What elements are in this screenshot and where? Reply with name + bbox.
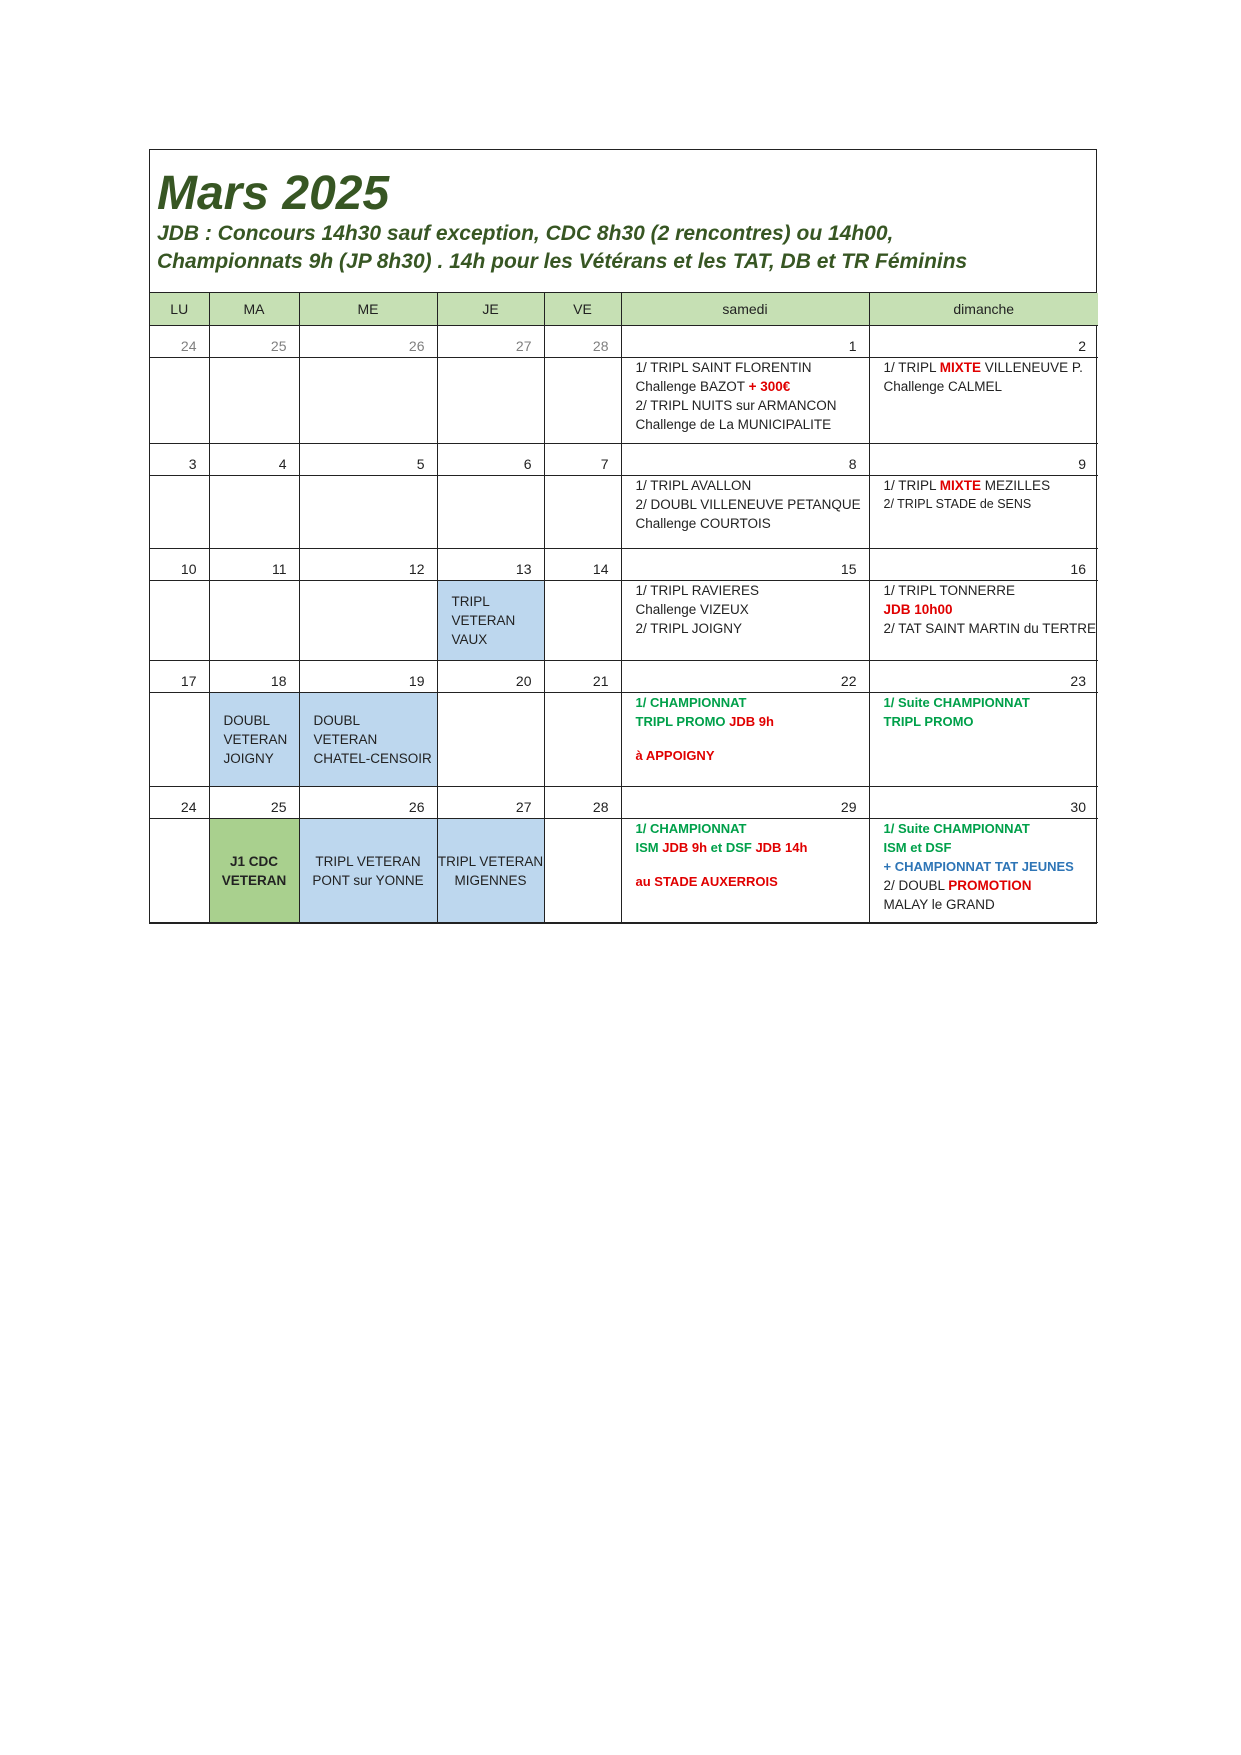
empty-cell [150,358,209,444]
day-header-me: ME [299,293,437,326]
event-line: 2/ TRIPL NUITS sur ARMANCON [635,398,837,413]
event-line: J1 CDC [229,853,278,869]
event-line: 2/ TAT SAINT MARTIN du TERTRE [883,621,1097,636]
empty-cell [544,476,621,549]
week-2-events [150,476,1098,549]
event-line: VETERAN [313,732,378,747]
event-line: TRIPL [451,594,490,609]
event-cell [869,819,1098,923]
date-cell: 20 [437,661,544,693]
event-text: Challenge BAZOT [635,379,749,394]
event-line: 2/ TRIPL STADE de SENS [883,497,1032,511]
event-text: ISM [635,840,663,855]
event-cell [621,819,869,923]
event-line: TRIPL PROMO [883,714,974,729]
event-line: VETERAN [223,732,288,747]
date-cell: 13 [437,549,544,581]
date-cell: 26 [299,787,437,819]
day-header-je: JE [437,293,544,326]
week-1-events [150,358,1098,444]
subtitle-line-1: JDB : Concours 14h30 sauf exception, CDC 8h30 (2 rencontres) ou 14h00, [157,222,894,245]
event-text: et DSF [707,840,756,855]
event-line: TRIPL VETERAN [315,853,421,869]
mixte-text: MIXTE [939,478,982,493]
date-cell: 18 [209,661,299,693]
empty-cell [150,819,209,923]
empty-cell [299,476,437,549]
event-line: 2/ TRIPL JOIGNY [635,621,743,636]
event-cell [869,358,1098,444]
event-line: Challenge VIZEUX [635,602,749,617]
empty-cell [544,358,621,444]
event-line: 1/ Suite CHAMPIONNAT [883,695,1030,710]
subtitle-line-2: Championnats 9h (JP 8h30) . 14h pour les Vétérans et les TAT, DB et TR Féminins [157,250,968,273]
veteran-event-cell [299,819,437,923]
veteran-event-cell [437,819,544,923]
event-text: MEZILLES [981,478,1051,493]
cdc-event-cell [209,819,299,923]
date-cell: 10 [150,549,209,581]
event-line: VETERAN [221,872,287,888]
spacer [636,857,869,872]
event-line: à APPOIGNY [635,748,715,763]
event-line [884,876,1099,895]
event-line: Challenge CALMEL [883,379,1003,394]
event-line: 2/ DOUBL VILLENEUVE PETANQUE [635,497,861,512]
event-text: VILLENEUVE P. [981,360,1083,375]
calendar-grid [150,293,1098,923]
day-header-ma: MA [209,293,299,326]
event-line: 1/ TRIPL TONNERRE [883,583,1016,598]
week-2-dates [150,444,1098,476]
event-line: MALAY le GRAND [883,897,995,912]
event-cell [621,581,869,661]
date-cell: 8 [621,444,869,476]
date-cell: 6 [437,444,544,476]
date-cell: 25 [209,787,299,819]
event-cell [869,476,1098,549]
event-line: DOUBL [313,713,361,728]
week-3-dates [150,549,1098,581]
event-line: au STADE AUXERROIS [635,874,778,889]
mixte-text: MIXTE [939,360,982,375]
date-cell: 17 [150,661,209,693]
empty-cell [209,581,299,661]
week-5-events [150,819,1098,923]
event-line: 1/ TRIPL SAINT FLORENTIN [635,360,812,375]
empty-cell [299,581,437,661]
event-cell [869,581,1098,661]
date-cell: 5 [299,444,437,476]
empty-cell [209,358,299,444]
event-line: ISM et DSF [883,840,952,855]
date-cell: 27 [437,787,544,819]
event-line: Challenge de La MUNICIPALITE [635,417,832,432]
veteran-event-cell [437,581,544,661]
event-line: TRIPL VETERAN [437,853,544,869]
week-1-dates [150,326,1098,358]
event-cell [621,476,869,549]
date-cell: 15 [621,549,869,581]
event-line: Challenge COURTOIS [635,516,771,531]
day-header-row [150,293,1098,326]
date-cell: 28 [544,326,621,358]
event-line: 1/ CHAMPIONNAT [635,821,747,836]
day-header-ve: VE [544,293,621,326]
week-3-events [150,581,1098,661]
day-header-dimanche: dimanche [869,293,1098,326]
week-5-dates [150,787,1098,819]
event-line: VAUX [451,632,488,647]
empty-cell [544,693,621,787]
event-text: 2/ DOUBL [883,878,949,893]
event-line [636,712,869,731]
calendar-header [150,150,1096,293]
event-text: TRIPL PROMO [635,714,730,729]
event-line: JOIGNY [223,751,274,766]
week-4-events [150,693,1098,787]
date-cell: 7 [544,444,621,476]
date-cell: 3 [150,444,209,476]
day-header-samedi: samedi [621,293,869,326]
empty-cell [150,476,209,549]
date-cell: 19 [299,661,437,693]
event-cell [621,358,869,444]
empty-cell [150,693,209,787]
date-cell: 2 [869,326,1098,358]
day-header-lu: LU [150,293,209,326]
event-line: 1/ Suite CHAMPIONNAT [883,821,1030,836]
event-line [636,377,869,396]
date-cell: 1 [621,326,869,358]
date-cell: 24 [150,787,209,819]
date-cell: 25 [209,326,299,358]
date-cell: 27 [437,326,544,358]
date-cell: 11 [209,549,299,581]
event-cell [869,693,1098,787]
event-line: MIGENNES [454,872,527,888]
event-line: JDB 10h00 [883,602,953,617]
event-line [884,476,1099,495]
page-title: Mars 2025 [157,167,390,220]
event-line: DOUBL [223,713,271,728]
date-cell: 28 [544,787,621,819]
event-line: 1/ TRIPL AVALLON [635,478,752,493]
date-cell: 29 [621,787,869,819]
empty-cell [437,693,544,787]
date-cell: 26 [299,326,437,358]
date-cell: 22 [621,661,869,693]
promotion-text: PROMOTION [948,878,1032,893]
empty-cell [437,358,544,444]
date-cell: 12 [299,549,437,581]
event-line: 1/ CHAMPIONNAT [635,695,747,710]
date-cell: 9 [869,444,1098,476]
event-line: CHATEL-CENSOIR [313,751,432,766]
event-text: 1/ TRIPL [883,478,940,493]
empty-cell [544,581,621,661]
date-cell: 30 [869,787,1098,819]
event-cell [621,693,869,787]
event-line: + CHAMPIONNAT TAT JEUNES [883,859,1074,874]
jdb-time-text: JDB 9h [729,714,774,729]
jdb-time-text: JDB 9h [662,840,708,855]
empty-cell [299,358,437,444]
veteran-event-cell [299,693,437,787]
event-text: 1/ TRIPL [883,360,940,375]
empty-cell [209,476,299,549]
event-line: VETERAN [451,613,516,628]
date-cell: 14 [544,549,621,581]
calendar-sheet [149,149,1097,924]
event-line: 1/ TRIPL RAVIERES [635,583,760,598]
empty-cell [150,581,209,661]
spacer [636,731,869,746]
veteran-event-cell [209,693,299,787]
week-4-dates [150,661,1098,693]
date-cell: 21 [544,661,621,693]
date-cell: 4 [209,444,299,476]
prize-text: + 300€ [748,379,791,394]
empty-cell [544,819,621,923]
event-line [884,358,1099,377]
jdb-time-text: JDB 14h [755,840,808,855]
event-line: PONT sur YONNE [312,872,424,888]
empty-cell [437,476,544,549]
date-cell: 16 [869,549,1098,581]
date-cell: 23 [869,661,1098,693]
event-line [636,838,869,857]
date-cell: 24 [150,326,209,358]
